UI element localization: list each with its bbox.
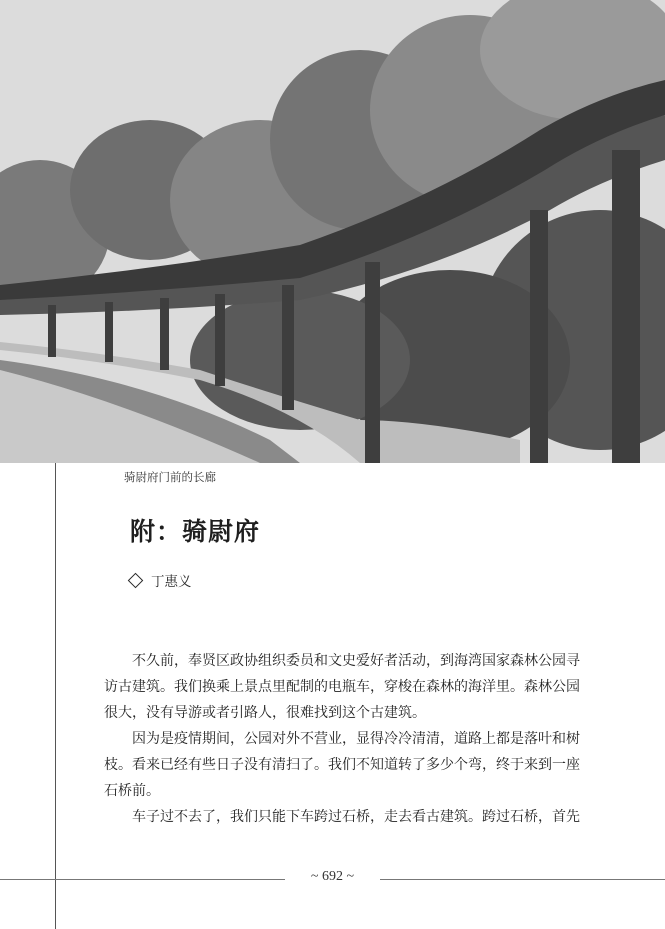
corridor-photo [0,0,665,463]
paragraph: 因为是疫情期间，公园对外不营业，显得冷冷清清，道路上都是落叶和树枝。看来已经有些日子没有清扫了。我们不知道转了多少个弯，终于来到一座石桥前。 [104,731,580,799]
article-body [104,648,580,830]
paragraph: 不久前，奉贤区政协组织委员和文史爱好者活动，到海湾国家森林公园寻访古建筑。我们换乘上景点里配制的电瓶车，穿梭在森林的海洋里。森林公园很大，没有导游或者引路人，很难找到这个古建筑。 [104,653,580,721]
diamond-icon [128,572,144,588]
author-line [130,570,192,590]
author-name: 丁惠义 [151,574,192,590]
margin-rule [55,463,56,929]
article-title: 附：骑尉府 [130,517,261,546]
footer-rule-right [380,879,665,880]
paragraph: 车子过不去了，我们只能下车跨过石桥，走去看古建筑。跨过石桥，首先 [132,809,580,825]
page-number: ~ 692 ~ [310,869,355,884]
footer-rule-left [0,879,285,880]
photo-caption: 骑尉府门前的长廊 [124,470,216,484]
corridor-illustration [0,0,665,463]
